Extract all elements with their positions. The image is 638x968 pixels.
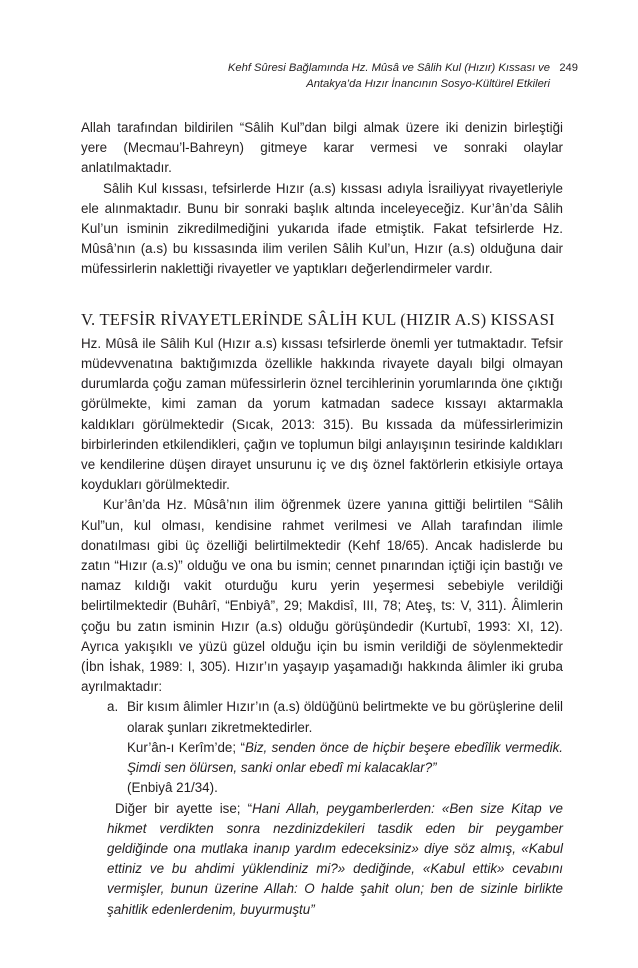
quote-second-ayet [107, 799, 563, 920]
paragraph-kuran: Kur’ân’da Hz. Mûsâ’nın ilim öğrenmek üzere yanına gittiği belirtilen “Sâlih Kul”un, kul olması, kendisine rahmet verilmesi ve Allah tarafından ilimle donatılması gibi üç özelliği belirtilmektedir (Kehf 18/65). Ancak hadislerde bu zatın “Hızır (a.s)” olduğu ve ona bu ismin; cennet pınarından içtiği için bastığı ve namaz kıldığı vakit oturduğu kuru yerin yeşermesi sebebiyle verildiği belirtilmektedir (Buhârî, “Enbiyâ”, 29; Makdisî, III, 78; Ateş, ts: V, 311). Âlimlerin çoğu bu zatın isminin Hızır (a.s) olduğu görüşündedir (Kurtubî, 1993: XI, 12). Ayrıca yakışıklı ve yüzü güzel olduğu için bu ismin verildiği de söylenmektedir (İbn İshak, 1989: I, 305). Hızır’ın yaşayıp yaşamadığı hakkında âlimler iki gruba ayrılmaktadır: [81, 497, 563, 695]
running-header-line-2: Antakya’da Hızır İnancının Sosyo-Kültürel Etkileri [306, 78, 550, 90]
list-item-a [107, 697, 563, 737]
paragraph-tefsir: Hz. Mûsâ ile Sâlih Kul (Hızır a.s) kıssası tefsirlerde önemli yer tutmaktadır. Tefsir müdevvenatına baktığımızda özellikle hakkında rivayete dayalı bilgi olmayan durumlarda çoğu zaman müfessirlerin öznel tercihlerinin yorumlarında öne çıktığı görülmekte, kimi zaman da yorum katmadan sadece kıssayı aktarmakla kaldıkları görülmektedir (Sıcak, 2013: 315). Bu kıssada da müfessirlerimizin birbirlerinden etkilendikleri, çağın ve toplumun bilgi anlayışının tesirinde kaldıkları ve kendilerine düşen dirayet unsurunu iç ve dış öznel faktörlerin etkisiyle ortaya koydukları görülmektedir. [81, 335, 563, 493]
paragraph-continuation: Allah tarafından bildirilen “Sâlih Kul”dan bilgi almak üzere iki denizin birleştiği yere (Mecmau’l-Bahreyn) gitmeye karar vermesi ve sonraki olaylar anlatılmaktadır. [81, 120, 563, 176]
list-item-label: a. [107, 699, 119, 715]
running-header [130, 60, 578, 92]
quote-enbiya-text: Biz, senden önce de hiçbir beşere ebedîlik vermedik. Şimdi sen ölürsen, sanki onlar ebedî mi kalacaklar?” [127, 739, 563, 776]
spacer [81, 280, 563, 294]
quote-second-text: Hani Allah, peygamberlerden: «Ben size Kitap ve hikmet verdikten sonra nezdinizdekileri tasdik eden bir peygamber geldiğinde ona mutlaka inanıp yardım edeceksiniz» diye söz almış, «Kabul ettiniz ve bu ahdimi yüklendiniz mi?» dediğinde, «Kabul ettik» cevabını vermişler, bunun üzerine Allah: O halde şahit olun; ben de sizinle birlikte şahitlik edenlerdenim, buyurmuştu” [107, 800, 563, 917]
paragraph-salih-kul: Sâlih Kul kıssası, tefsirlerde Hızır (a.s) kıssası adıyla İsrailiyyat rivayetleriyle ele alınmaktadır. Bunu bir sonraki başlık altında inceleyeceğiz. Kur’ân’da Sâlih Kul’un isminin zikredilmediğini yukarıda ifade etmiştik. Fakat tefsirlerde Hz. Mûsâ’nın (a.s) bu kıssasında ilim verilen Sâlih Kul’un, Hızır (a.s) olduğuna dair müfessirlerin naklettiği rivayetler ve yaptıkları değerlendirmeler vardır. [81, 180, 563, 277]
list-item-text: Bir kısım âlimler Hızır’ın (a.s) öldüğünü belirtmekte ve bu görüşlerine delil olarak şunları zikretmektedirler. [127, 699, 563, 735]
quote-second-prefix: Diğer bir ayette ise; “ [115, 800, 253, 816]
page-number: 249 [559, 62, 578, 74]
quote-enbiya-ref: (Enbiyâ 21/34). [127, 780, 218, 796]
quote-enbiya [127, 738, 563, 799]
quote-enbiya-prefix: Kur’ân-ı Kerîm’de; “ [127, 739, 245, 755]
running-header-line-1: Kehf Sûresi Bağlamında Hz. Mûsâ ve Sâlih Kul (Hızır) Kıssası ve [227, 62, 550, 74]
section-heading: V. TEFSİR RİVAYETLERİNDE SÂLİH KUL (HIZIR A.S) KISSASI [81, 309, 555, 329]
page-body [81, 118, 563, 920]
